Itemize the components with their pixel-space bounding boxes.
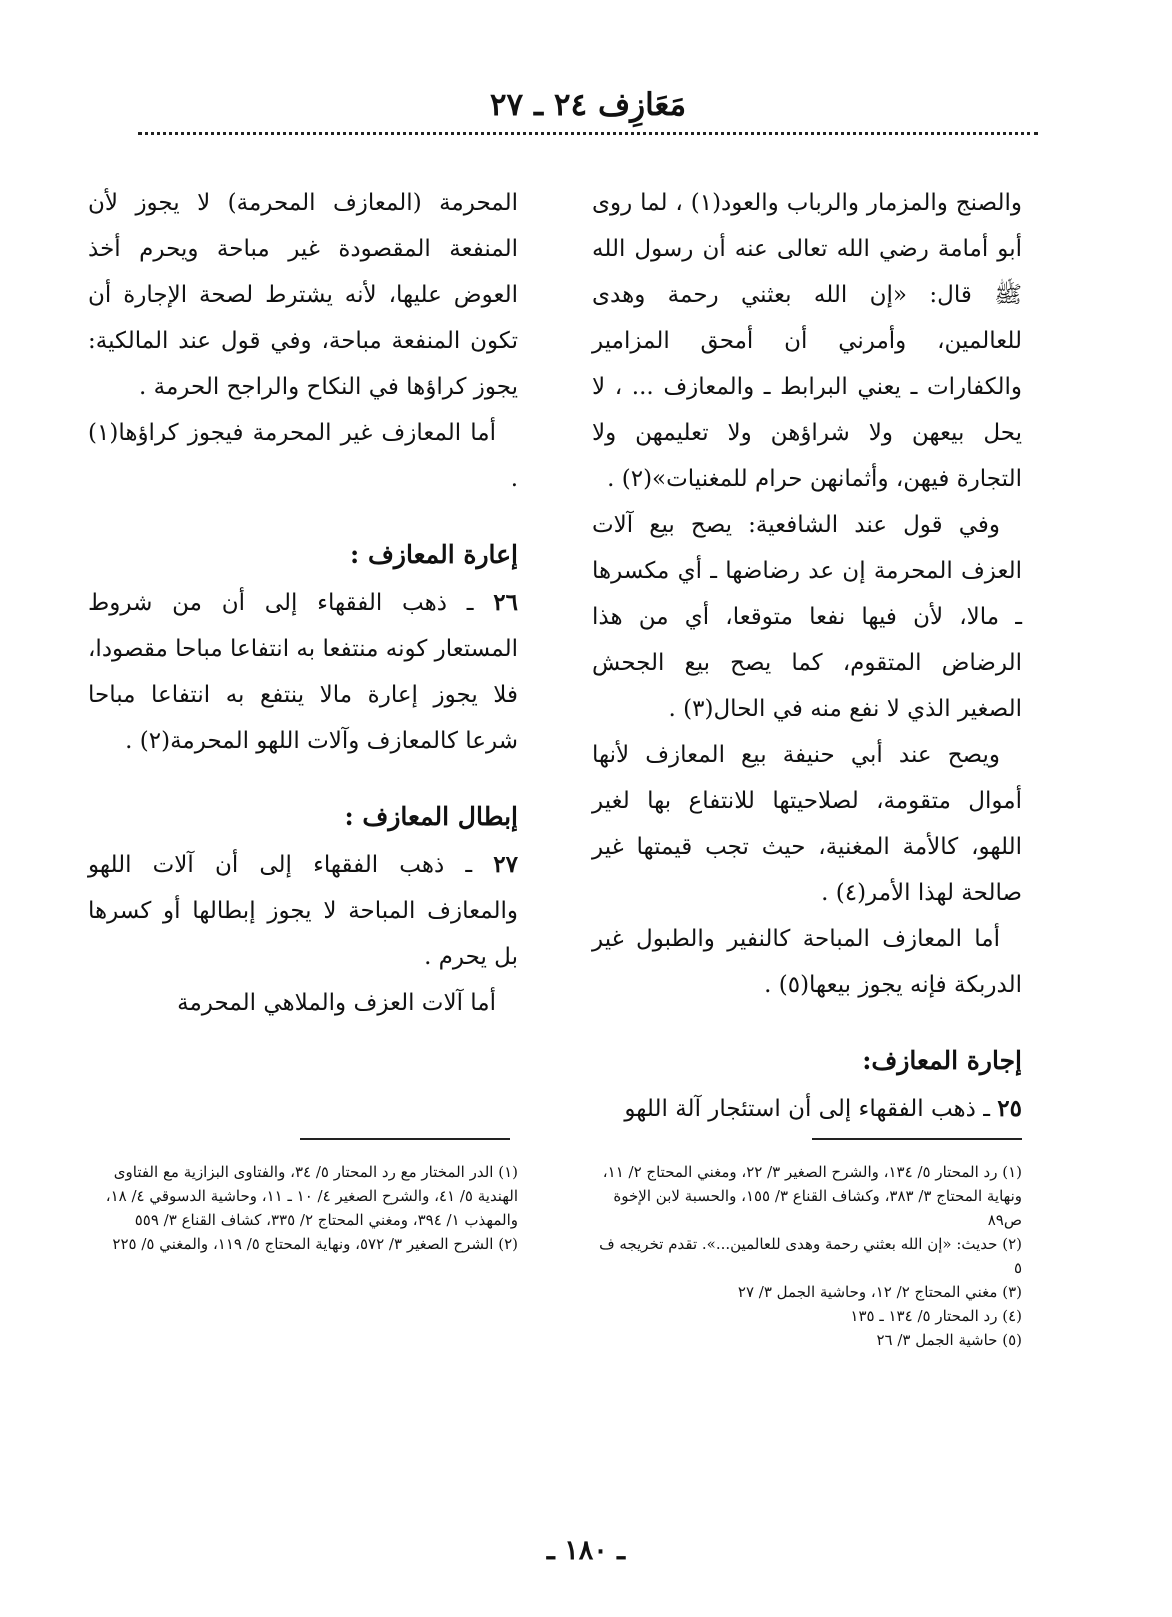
left-column	[88, 180, 518, 1026]
paragraph-text: ـ ذهب الفقهاء إلى أن من شروط المستعار كونه منتفعا به انتفاعا مباحا مقصودا، فلا يجوز إعارة مالا ينتفع به انتفاعا مباحا شرعا كالمعازف وآلات اللهو المحرمة(٢) .	[88, 590, 518, 754]
footnote: (٣) مغني المحتاج ٢/ ١٢، وحاشية الجمل ٣/ ٢٧	[737, 1283, 1022, 1301]
paragraph: ويصح عند أبي حنيفة بيع المعازف لأنها أموال متقومة، لصلاحيتها للانتفاع بها لغير اللهو، كالأمة المغنية، حيث تجب قيمتها غير صالحة لهذا الأمر(٤) .	[592, 742, 1022, 906]
footnote-rule	[812, 1138, 1022, 1140]
paragraph: والصنج والمزمار والرباب والعود(١) ، لما روى أبو أمامة رضي الله تعالى عنه أن رسول الله ﷺ قال: «إن الله بعثني رحمة وهدى للعالمين، وأمرني أن أمحق المزامير والكفارات ـ يعني البرابط ـ والمعازف ... ، لا يحل بيعهن ولا شراؤهن ولا تعليمهن ولا التجارة فيهن، وأثمانهن حرام للمغنيات»(٢) .	[592, 190, 1022, 492]
page-title: مَعَازِف ٢٤ ـ ٢٧	[489, 87, 687, 123]
paragraph-text: ـ ذهب الفقهاء إلى أن استئجار آلة اللهو	[624, 1096, 998, 1122]
page-number: ـ ١٨٠ ـ	[546, 1535, 626, 1566]
section-number: ٢٥	[997, 1095, 1022, 1122]
footnote: (٢) الشرح الصغير ٣/ ٥٧٢، ونهاية المحتاج ٥/ ١١٩، والمغني ٥/ ٢٢٥	[112, 1235, 518, 1253]
header-dotted-rule	[138, 132, 1038, 135]
paragraph: أما المعازف المباحة كالنفير والطبول غير الدربكة فإنه يجوز بيعها(٥) .	[592, 926, 1022, 998]
section-number: ٢٧	[493, 851, 518, 878]
right-column	[592, 180, 1022, 1132]
section-heading-ibtal: إبطال المعازف :	[344, 802, 518, 831]
paragraph: وفي قول عند الشافعية: يصح بيع آلات العزف المحرمة إن عد رضاضها ـ أي مكسرها ـ مالا، لأن فيها نفعا متوقعا، أي من هذا الرضاض المتقوم، كما يصح بيع الجحش الصغير الذي لا نفع منه في الحال(٣) .	[592, 512, 1022, 722]
footnote: (٤) رد المحتار ٥/ ١٣٤ ـ ١٣٥	[850, 1307, 1022, 1325]
paragraph-text: ـ ذهب الفقهاء إلى أن آلات اللهو والمعازف المباحة لا يجوز إبطالها أو كسرها بل يحرم .	[88, 852, 518, 970]
paragraph: أما آلات العزف والملاهي المحرمة	[177, 990, 496, 1016]
footnote-rule	[300, 1138, 510, 1140]
paragraph	[592, 1086, 1022, 1132]
paragraph: أما المعازف غير المحرمة فيجوز كراؤها(١) .	[88, 420, 518, 492]
page-header	[138, 84, 1038, 126]
paragraph	[88, 580, 518, 764]
footnotes-left	[88, 1160, 518, 1256]
paragraph: المحرمة (المعازف المحرمة) لا يجوز لأن المنفعة المقصودة غير مباحة ويحرم أخذ العوض عليها، لأنه يشترط لصحة الإجارة أن تكون المنفعة مباحة، وفي قول عند المالكية: يجوز كراؤها في النكاح والراجح الحرمة .	[88, 190, 518, 400]
footnotes-right	[592, 1160, 1022, 1352]
footnote: (١) الدر المختار مع رد المحتار ٥/ ٣٤، والفتاوى البزازية مع الفتاوى الهندية ٥/ ٤١، والشرح الصغير ٤/ ١٠ ـ ١١، وحاشية الدسوقي ٤/ ١٨، والمهذب ١/ ٣٩٤، ومغني المحتاج ٢/ ٣٣٥، كشاف القناع ٣/ ٥٥٩	[105, 1163, 518, 1229]
section-heading-ijara: إجارة المعازف:	[862, 1046, 1022, 1075]
paragraph	[88, 842, 518, 980]
section-heading-iara: إعارة المعازف :	[350, 540, 518, 569]
section-number: ٢٦	[493, 589, 518, 616]
footnote: (١) رد المحتار ٥/ ١٣٤، والشرح الصغير ٣/ ٢٢، ومغني المحتاج ٢/ ١١، ونهاية المحتاج ٣/ ٣٨٣، وكشاف القناع ٣/ ١٥٥، والحسبة لابن الإخوة ص٨٩	[602, 1163, 1022, 1229]
footnote: (٥) حاشية الجمل ٣/ ٢٦	[876, 1331, 1022, 1349]
footnote: (٢) حديث: «إن الله بعثني رحمة وهدى للعالمين...». تقدم تخريجه ف ٥	[599, 1235, 1022, 1277]
